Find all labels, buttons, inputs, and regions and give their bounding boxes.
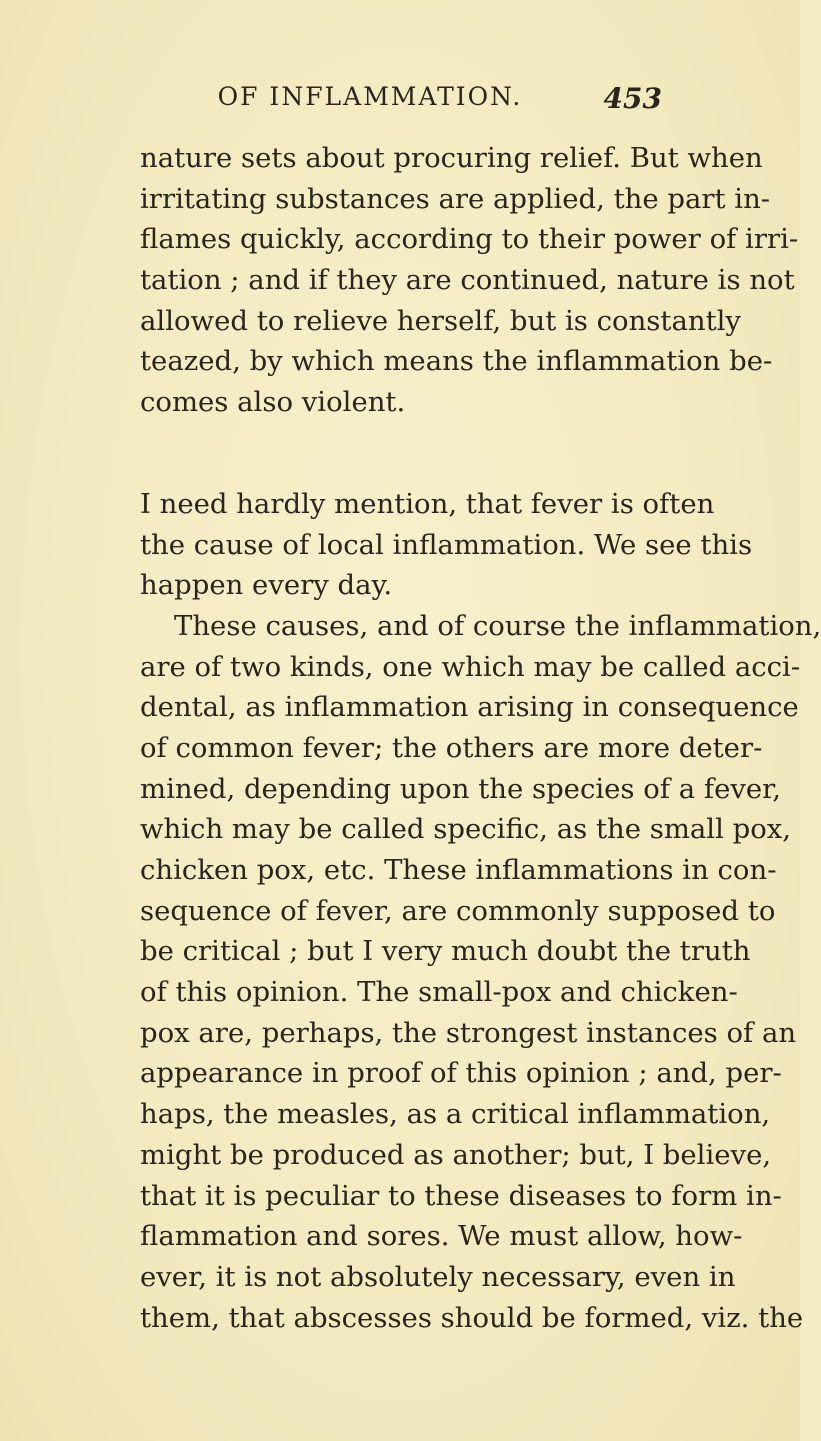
paragraph-2 <box>140 484 753 606</box>
paragraph-1 <box>140 138 799 423</box>
text-line: that it is peculiar to these diseases to form in- <box>140 1179 782 1212</box>
text-line: mined, depending upon the species of a fever, <box>140 772 782 805</box>
text-line: the cause of local inflammation. We see this <box>140 528 753 561</box>
body-text <box>140 138 821 1338</box>
text-line: pox are, perhaps, the strongest instances of an <box>140 1016 797 1049</box>
text-line: appearance in proof of this opinion ; and, per- <box>140 1057 782 1090</box>
page-number: 453 <box>603 82 662 115</box>
text-line: chicken pox, etc. These inflammations in con- <box>140 854 777 886</box>
text-line: of this opinion. The small-pox and chicken- <box>140 976 738 1009</box>
page-header <box>0 82 800 122</box>
text-line: them, that abscesses should be formed, viz. the <box>140 1301 804 1334</box>
text-line: dental, as inflammation arising in consequence <box>140 691 799 724</box>
text-line: are of two kinds, one which may be called acci- <box>140 650 801 683</box>
text-line: which may be called specific, as the small pox, <box>140 813 792 846</box>
text-line: nature sets about procuring relief. But when <box>140 142 763 174</box>
text-line: flames quickly, according to their power of irri- <box>140 223 799 256</box>
running-head: OF INFLAMMATION. <box>217 82 523 111</box>
text-line: might be produced as another; but, I believe, <box>140 1138 772 1171</box>
text-line: sequence of fever, are commonly supposed to <box>140 894 776 927</box>
text-line: tation ; and if they are continued, nature is not <box>140 264 795 297</box>
text-line: happen every day. <box>140 569 393 602</box>
text-line: comes also violent. <box>140 386 406 419</box>
text-line: I need hardly mention, that fever is often <box>140 487 715 520</box>
paragraph-gap <box>140 423 660 484</box>
text-line: haps, the measles, as a critical inflammation, <box>140 1098 771 1131</box>
paragraph-3 <box>140 606 821 1338</box>
text-line: be critical ; but I very much doubt the truth <box>140 935 751 968</box>
text-line: ever, it is not absolutely necessary, even in <box>140 1260 736 1293</box>
text-line: These causes, and of course the inflammation, <box>174 609 821 642</box>
text-line: irritating substances are applied, the part in- <box>140 182 771 215</box>
text-line: flammation and sores. We must allow, how- <box>140 1220 743 1253</box>
text-line: teazed, by which means the inflammation be- <box>140 345 773 378</box>
text-line: of common fever; the others are more deter- <box>140 731 763 764</box>
text-line: allowed to relieve herself, but is constantly <box>140 304 741 337</box>
